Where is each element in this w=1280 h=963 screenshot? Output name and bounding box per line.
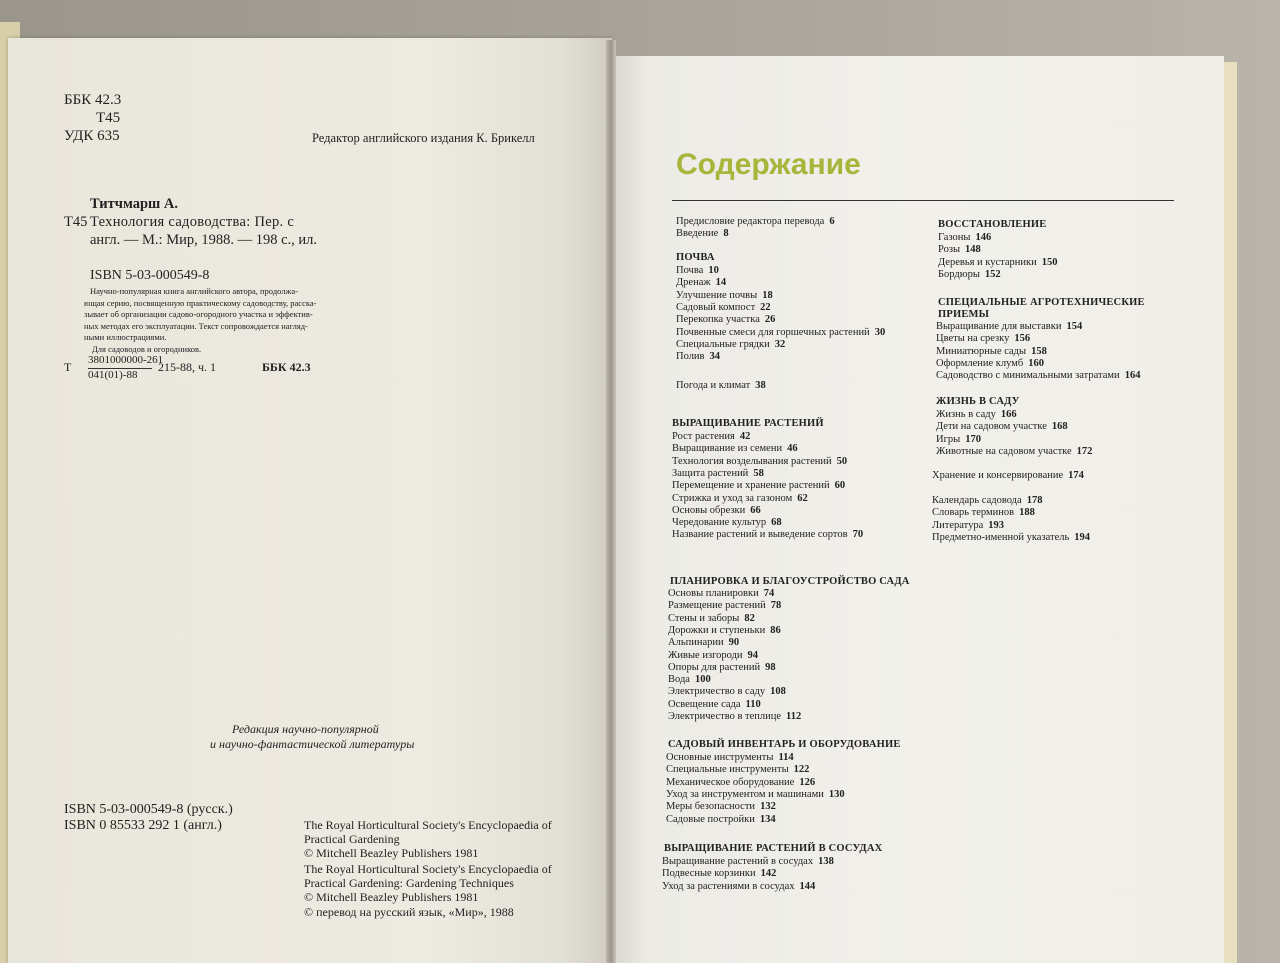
toc-entry-page: 86 (770, 624, 781, 636)
toc-entry-page: 158 (1031, 345, 1047, 357)
toc-entry-page: 46 (787, 443, 798, 455)
book-title-line2: англ. — М.: Мир, 1988. — 198 с., ил. (90, 232, 318, 248)
toc-section-heading: СПЕЦИАЛЬНЫЕ АГРОТЕХНИЧЕСКИЕ (938, 297, 1145, 308)
toc-entry (938, 244, 981, 255)
book-title-line1: Технология садоводства: Пер. с (90, 214, 295, 230)
toc-entry (666, 814, 776, 825)
toc-entry-label: Стрижка и уход за газоном (672, 492, 793, 504)
toc-entry-page: 78 (770, 600, 782, 612)
toc-entry-label: Уход за инструментом и машинами (666, 788, 824, 800)
toc-entry-label: Опоры для растений (668, 661, 761, 673)
toc-entry (676, 228, 729, 239)
toc-entry-page: 114 (778, 752, 794, 763)
toc-entry (672, 529, 863, 540)
toc-entry-page: 148 (965, 244, 981, 256)
toc-section-heading: ПРИЕМЫ (938, 309, 990, 320)
toc-entry-label: Цветы на срезку (936, 333, 1010, 345)
toc-entry-label: Введение (676, 228, 719, 239)
toc-entry-page: 150 (1041, 256, 1058, 268)
toc-entry-label: Игры (936, 433, 961, 445)
toc-entry-page: 152 (984, 268, 1001, 280)
toc-entry (666, 801, 776, 812)
copyright-line: The Royal Horticultural Society's Encyclopaedia of (304, 862, 552, 876)
toc-entry-page: 126 (799, 776, 816, 788)
toc-entry-label: Основные инструменты (666, 752, 774, 763)
toc-entry-page: 166 (1000, 409, 1017, 420)
toc-entry (938, 232, 991, 243)
toc-entry-page: 66 (750, 504, 761, 516)
toc-entry-page: 38 (755, 380, 766, 391)
toc-entry-label: Специальные грядки (676, 338, 770, 350)
toc-entry-label: Перемещение и хранение растений (672, 480, 830, 492)
catalog-prefix: Т (64, 360, 72, 374)
toc-entry-label: Жизнь в саду (936, 409, 996, 420)
toc-entry (932, 470, 1084, 481)
toc-entry-label: Освещение сада (668, 698, 741, 710)
toc-entry-page: 68 (771, 517, 782, 529)
toc-entry-label: Основы обрезки (672, 504, 746, 516)
toc-entry (936, 446, 1092, 457)
toc-entry-label: Оформление клумб (936, 357, 1024, 369)
toc-entry (668, 650, 758, 661)
toc-entry-page: 178 (1026, 495, 1043, 506)
toc-entry-label: Альпинарии (668, 637, 724, 649)
toc-entry-page: 144 (799, 880, 816, 892)
toc-section-heading: ПЛАНИРОВКА И БЛАГОУСТРОЙСТВО САДА (670, 576, 910, 587)
toc-entry (676, 277, 726, 288)
toc-entry (668, 600, 781, 611)
toc-entry-page: 58 (753, 467, 764, 479)
toc-entry-label: Предметно-именной указатель (932, 531, 1070, 543)
toc-entry (668, 588, 774, 599)
toc-entry-page: 6 (829, 216, 835, 227)
toc-entry (662, 868, 776, 879)
toc-entry (668, 686, 786, 697)
toc-entry-page: 110 (745, 698, 761, 710)
toc-entry (666, 789, 845, 800)
annotation-line: Научно-популярная книга английского автора, продолжа- (90, 286, 298, 296)
toc-entry (936, 409, 1017, 420)
toc-entry (676, 314, 775, 325)
toc-entry-page: 130 (828, 788, 845, 800)
toc-entry-label: Стены и заборы (668, 612, 740, 624)
toc-entry-label: Хранение и консервирование (932, 470, 1064, 481)
toc-entry (662, 856, 834, 867)
toc-entry (672, 517, 782, 528)
toc-entry-page: 142 (760, 868, 777, 880)
toc-entry (672, 468, 764, 479)
toc-entry (932, 495, 1042, 506)
toc-entry-label: Выращивание растений в сосудах (662, 856, 814, 867)
toc-entry (668, 662, 776, 673)
toc-entry (676, 216, 835, 227)
toc-entry (668, 625, 781, 636)
toc-entry (936, 434, 981, 445)
annotation-line: зывает об организации садово-огородного участка и эффектив- (84, 309, 313, 319)
toc-entry-page: 74 (763, 588, 775, 599)
annotation-line: ющая серию, посвященную практическому садоводству, расска- (84, 297, 317, 308)
toc-entry-page: 194 (1074, 531, 1091, 543)
toc-entry-label: Живые изгороди (668, 649, 743, 661)
toc-entry-label: Словарь терминов (932, 507, 1015, 519)
toc-entry-label: Деревья и кустарники (938, 256, 1037, 268)
toc-section-heading: ВЫРАЩИВАНИЕ РАСТЕНИЙ (672, 418, 824, 429)
toc-entry-label: Меры безопасности (666, 801, 756, 813)
toc-entry (676, 351, 720, 362)
toc-entry-label: Механическое оборудование (666, 776, 795, 788)
toc-entry (666, 764, 809, 775)
isbn-english: ISBN 0 85533 292 1 (англ.) (64, 818, 222, 833)
redaction-line: и научно-фантастической литературы (210, 737, 415, 751)
toc-entry (668, 699, 761, 710)
toc-entry-page: 62 (797, 492, 808, 504)
redaction-line: Редакция научно-популярной (232, 722, 379, 736)
toc-entry-label: Название растений и выведение сортов (672, 529, 848, 541)
toc-entry-page: 146 (975, 232, 992, 243)
udk-code: УДК 635 (64, 128, 120, 144)
toc-entry-page: 34 (709, 351, 721, 363)
toc-entry-page: 160 (1028, 357, 1044, 369)
toc-entry-page: 164 (1124, 370, 1141, 382)
toc-entry-label: Розы (938, 244, 961, 256)
toc-entry-page: 42 (739, 431, 751, 442)
toc-entry (936, 321, 1082, 332)
toc-entry-page: 138 (818, 856, 834, 867)
toc-entry-page: 154 (1066, 321, 1083, 332)
toc-entry-label: Выращивание для выставки (936, 321, 1062, 332)
toc-entry-page: 156 (1014, 333, 1031, 345)
toc-entry-page: 174 (1068, 470, 1084, 481)
toc-entry-page: 134 (759, 813, 776, 825)
toc-entry-page: 8 (723, 228, 729, 239)
toc-entry (936, 346, 1047, 357)
toc-entry-label: Календарь садовода (932, 495, 1022, 506)
bbk-code: ББК 42.3 (64, 92, 122, 108)
copyright-line: © Mitchell Beazley Publishers 1981 (304, 890, 479, 904)
toc-entry-label: Вода (668, 674, 690, 686)
toc-entry-label: Садовые постройки (666, 813, 755, 825)
toc-entry-page: 170 (965, 433, 981, 445)
toc-entry-page: 60 (834, 480, 846, 492)
toc-entry-page: 32 (774, 338, 786, 350)
toc-entry-label: Погода и климат (676, 380, 751, 391)
title-rule (672, 200, 1174, 201)
toc-entry (668, 674, 711, 685)
toc-entry-label: Бордюры (938, 268, 980, 280)
toc-entry-page: 122 (793, 764, 810, 776)
toc-entry (672, 456, 847, 467)
toc-entry-label: Уход за растениями в сосудах (662, 880, 795, 892)
toc-entry (676, 380, 766, 391)
toc-entry (662, 881, 815, 892)
catalog-denominator: 041(01)-88 (88, 369, 138, 381)
toc-entry-label: Основы планировки (668, 588, 759, 599)
toc-entry-label: Дети на садовом участке (936, 421, 1047, 433)
toc-entry-label: Технология возделывания растений (672, 455, 832, 467)
toc-entry-label: Предисловие редактора перевода (676, 216, 825, 227)
toc-entry-label: Электричество в саду (668, 686, 766, 698)
toc-entry-label: Выращивание из семени (672, 443, 783, 455)
toc-entry (672, 480, 845, 491)
toc-entry-label: Полив (676, 351, 705, 363)
toc-entry-page: 100 (694, 674, 711, 686)
annotation-line: ными иллюстрациями. (84, 332, 167, 342)
toc-entry-page: 82 (744, 612, 755, 624)
toc-entry (666, 777, 815, 788)
toc-entry (672, 443, 798, 454)
toc-entry-page: 193 (988, 519, 1004, 531)
toc-entry-label: Животные на садовом участке (936, 445, 1072, 457)
toc-entry-page: 172 (1076, 445, 1093, 457)
copyright-line: © перевод на русский язык, «Мир», 1988 (304, 905, 514, 919)
toc-entry-label: Рост растения (672, 431, 735, 442)
toc-entry (672, 493, 808, 504)
editor-line: Редактор английского издания К. Брикелл (312, 131, 535, 145)
toc-entry (676, 265, 719, 276)
toc-entry-page: 30 (874, 326, 886, 338)
toc-section-heading: ВОССТАНОВЛЕНИЕ (938, 219, 1047, 230)
toc-entry (668, 711, 801, 722)
toc-entry-label: Дренаж (676, 277, 711, 289)
toc-entry-label: Специальные инструменты (666, 764, 789, 776)
catalog-numbers: 215-88, ч. 1 (158, 360, 217, 374)
toc-section-heading: ВЫРАЩИВАНИЕ РАСТЕНИЙ В СОСУДАХ (664, 843, 883, 854)
annotation-line: Для садоводов и огородников. (92, 343, 202, 354)
toc-entry-label: Размещение растений (668, 600, 766, 612)
toc-title: Содержание (676, 148, 861, 181)
toc-entry (676, 290, 773, 301)
toc-entry-page: 108 (770, 686, 786, 698)
catalog-code: Т45 (64, 214, 88, 230)
annotation-line: ных методах его эксплуатации. Текст сопровождается нагляд- (84, 320, 308, 331)
toc-section-heading: ПОЧВА (676, 252, 715, 263)
toc-entry-label: Дорожки и ступеньки (668, 624, 766, 636)
copyright-line: © Mitchell Beazley Publishers 1981 (304, 846, 479, 860)
toc-entry-page: 94 (747, 649, 759, 661)
toc-entry (676, 302, 771, 313)
toc-entry (932, 532, 1090, 543)
toc-entry-label: Миниатюрные сады (936, 345, 1027, 357)
isbn-main: ISBN 5-03-000549-8 (90, 268, 210, 283)
toc-entry-label: Газоны (938, 232, 971, 243)
toc-entry (672, 431, 750, 442)
toc-entry-page: 18 (762, 289, 773, 301)
copyright-line: Practical Gardening: Gardening Techniques (304, 876, 514, 890)
toc-entry-label: Улучшение почвы (676, 289, 758, 301)
catalog-numerator: 3801000000-261 (88, 354, 164, 366)
toc-entry (676, 339, 785, 350)
toc-entry-page: 70 (852, 529, 864, 541)
toc-entry-page: 168 (1051, 421, 1068, 433)
toc-entry-page: 14 (715, 277, 727, 289)
toc-entry-label: Подвесные корзинки (662, 868, 756, 880)
toc-entry (672, 505, 761, 516)
toc-entry-label: Литература (932, 519, 984, 531)
book-gutter (606, 40, 616, 963)
toc-entry-label: Перекопка участка (676, 314, 760, 326)
toc-entry-label: Почвенные смеси для горшечных растений (676, 326, 870, 338)
toc-entry-page: 26 (764, 314, 776, 326)
catalog-bbk: ББК 42.3 (262, 360, 311, 374)
toc-entry-page: 188 (1019, 507, 1035, 519)
toc-entry (668, 637, 739, 648)
toc-entry-page: 22 (760, 301, 771, 313)
copyright-line: Practical Gardening (304, 832, 400, 846)
toc-entry (936, 333, 1030, 344)
toc-entry (936, 421, 1068, 432)
toc-section-heading: ЖИЗНЬ В САДУ (936, 396, 1020, 407)
toc-entry-page: 98 (765, 661, 776, 673)
toc-section-heading: САДОВЫЙ ИНВЕНТАРЬ И ОБОРУДОВАНИЕ (668, 739, 901, 750)
toc-entry (676, 327, 885, 338)
toc-entry-label: Почва (676, 265, 704, 276)
isbn-russian: ISBN 5-03-000549-8 (русск.) (64, 802, 233, 817)
toc-entry (936, 358, 1044, 369)
toc-entry-label: Защита растений (672, 467, 749, 479)
author-mark: Т45 (96, 110, 121, 126)
toc-entry-page: 90 (728, 637, 740, 649)
toc-entry (668, 613, 755, 624)
toc-entry-page: 50 (836, 455, 848, 467)
author-name: Титчмарш А. (90, 196, 179, 212)
toc-entry-page: 10 (708, 265, 719, 276)
toc-entry (666, 752, 794, 763)
toc-entry (932, 507, 1035, 518)
toc-entry-label: Чередование культур (672, 517, 767, 529)
toc-entry-label: Электричество в теплице (668, 711, 782, 722)
toc-entry (932, 520, 1004, 531)
toc-entry (938, 269, 1001, 280)
toc-entry-page: 112 (786, 711, 802, 722)
toc-entry-label: Садовый компост (676, 301, 756, 313)
toc-entry-label: Садоводство с минимальными затратами (936, 370, 1120, 382)
toc-entry (938, 257, 1058, 268)
toc-entry-page: 132 (760, 801, 776, 813)
copyright-line: The Royal Horticultural Society's Encyclopaedia of (304, 818, 552, 832)
toc-entry (936, 370, 1140, 381)
